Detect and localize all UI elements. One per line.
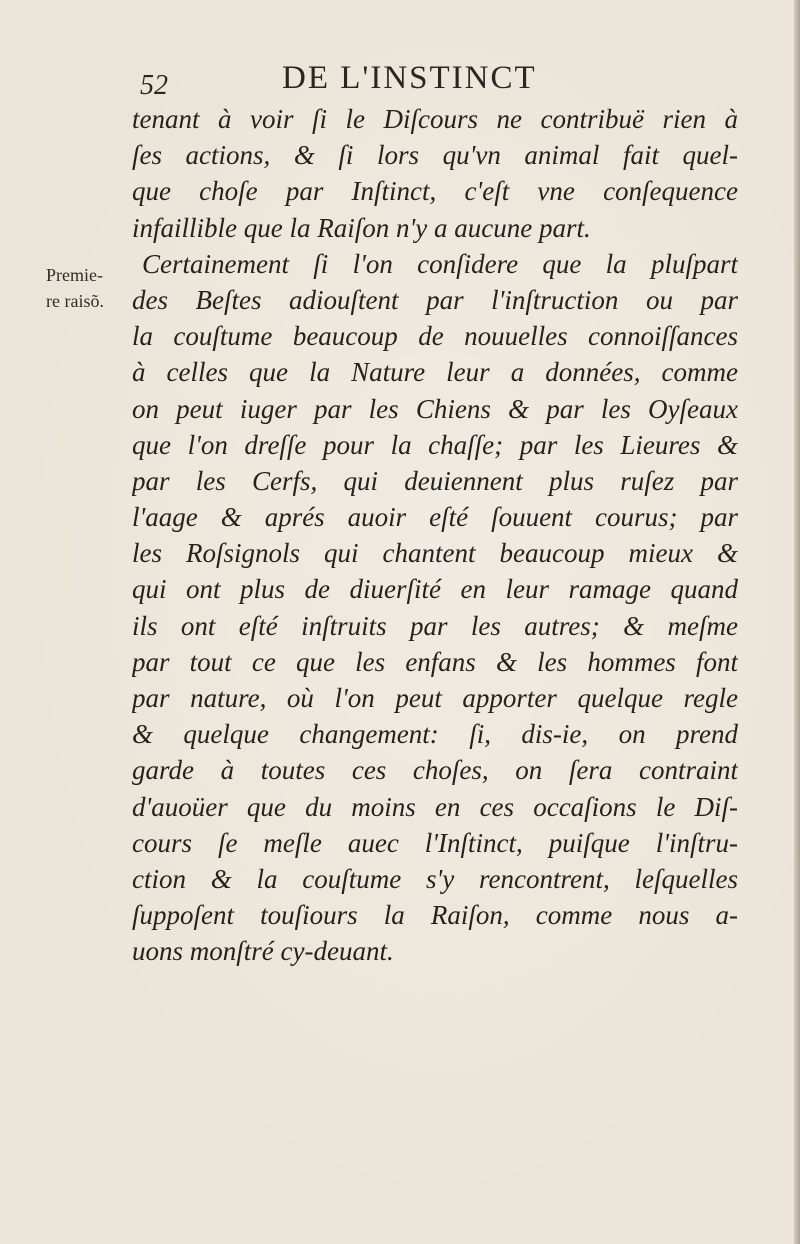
text-line: Certainement ſi l'on conſidere que la pluſpart xyxy=(142,248,738,279)
text-line: uons monſtré cy-deuant. xyxy=(132,936,394,967)
text-line: que l'on dreſſe pour la chaſſe; par les Lieures & xyxy=(132,429,738,460)
text-line: tenant à voir ſi le Diſcours ne contribuë rien à xyxy=(132,104,738,134)
margin-note-line: re raisõ. xyxy=(46,291,104,311)
text-line: ſuppoſent touſiours la Raiſon, comme nous a- xyxy=(132,900,738,931)
page-number: 52 xyxy=(140,70,168,101)
text-line: d'auoüer que du moins en ces occaſions le Diſ- xyxy=(132,791,738,822)
text-line: par nature, où l'on peut apporter quelque regle xyxy=(132,683,738,713)
text-line: garde à toutes ces choſes, on ſera contraint xyxy=(132,755,738,786)
text-line: les Roſsignols qui chantent beaucoup mieux & xyxy=(132,538,738,569)
text-line: & quelque changement: ſi, dis-ie, on prend xyxy=(132,719,738,750)
text-line: qui ont plus de diuerſité en leur ramage quand xyxy=(132,574,738,605)
text-line: cours ſe meſle auec l'Inſtinct, puiſque l'inſtru- xyxy=(132,827,738,858)
text-line: ction & la couſtume s'y rencontrent, leſquelles xyxy=(132,863,738,894)
text-line: des Beſtes adiouſtent par l'inſtruction ou par xyxy=(132,284,738,315)
text-line: ſes actions, & ſi lors qu'vn animal fait quel- xyxy=(132,140,738,171)
body-text xyxy=(132,101,738,970)
text-line: l'aage & aprés auoir eſté ſouuent courus; par xyxy=(132,502,738,533)
running-head: DE L'INSTINCT xyxy=(282,60,537,96)
text-line: par tout ce que les enfans & les hommes font xyxy=(132,646,738,677)
text-line: ils ont eſté inſtruits par les autres; & meſme xyxy=(132,610,738,641)
text-line: que choſe par Inſtinct, c'eſt vne conſequence xyxy=(132,176,738,207)
margin-note-line: Premie- xyxy=(46,265,103,285)
text-line: à celles que la Nature leur a données, comme xyxy=(132,357,738,388)
text-line: par les Cerfs, qui deuiennent plus ruſez par xyxy=(132,465,738,496)
text-line: on peut iuger par les Chiens & par les Oyſeaux xyxy=(132,393,738,424)
text-line: la couſtume beaucoup de nouuelles connoiſſances xyxy=(132,321,738,352)
margin-note xyxy=(46,262,104,314)
page-edge xyxy=(794,0,800,1244)
text-line: infaillible que la Raiſon n'y a aucune part. xyxy=(132,212,591,243)
